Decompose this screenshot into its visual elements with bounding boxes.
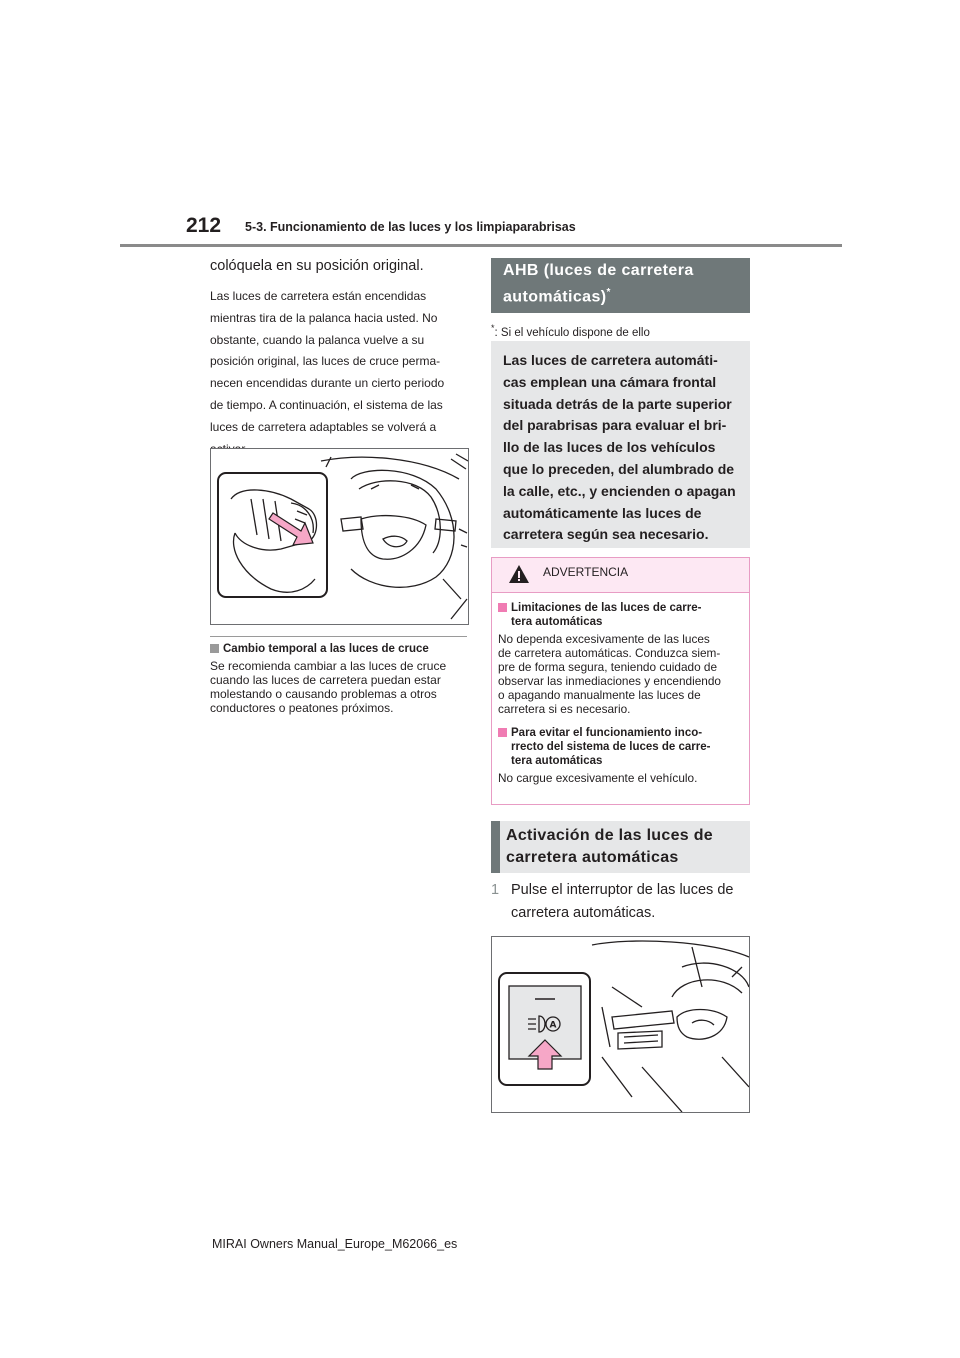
text-line: conductores o peatones próximos. bbox=[210, 701, 394, 715]
warning-item-title bbox=[498, 601, 743, 629]
text-line: cas emplean una cámara frontal bbox=[503, 373, 717, 390]
ahb-heading bbox=[491, 258, 750, 313]
item-title-text bbox=[511, 601, 701, 629]
text-line: tera automáticas bbox=[511, 616, 603, 628]
text-line: carretera automáticas. bbox=[511, 905, 656, 921]
text-line: de carretera automáticas. Conduzca siem- bbox=[498, 646, 721, 660]
warning-triangle-icon bbox=[508, 564, 530, 584]
step-text bbox=[511, 879, 733, 925]
text-line: No cargue excesivamente el vehículo. bbox=[498, 771, 698, 785]
left-column bbox=[210, 256, 472, 460]
text-line: Se recomienda cambiar a las luces de cruce bbox=[210, 659, 447, 673]
subheading bbox=[210, 642, 472, 656]
heading-line: AHB (luces de carretera bbox=[503, 262, 694, 279]
text-line: tera automáticas bbox=[511, 755, 603, 767]
step-number: 1 bbox=[491, 882, 500, 898]
lever-drawing bbox=[211, 449, 468, 624]
footnote-mark: * bbox=[491, 323, 495, 333]
square-bullet-icon bbox=[498, 603, 507, 612]
page-number: 212 bbox=[186, 214, 222, 237]
square-bullet-icon bbox=[210, 644, 219, 653]
section-title: 5-3. Funcionamiento de las luces y los limpiaparabrisas bbox=[245, 220, 576, 234]
header-divider bbox=[120, 244, 842, 247]
footnote-text: : Si el vehículo dispone de ello bbox=[494, 326, 650, 339]
body-paragraph bbox=[210, 286, 472, 460]
text-line: No dependa excesivamente de las luces bbox=[498, 632, 710, 646]
heading-line: automáticas) bbox=[503, 288, 607, 306]
text-line: Limitaciones de las luces de carre- bbox=[511, 602, 702, 614]
heading-line: carretera automáticas bbox=[506, 849, 679, 866]
text-line: pre de forma segura, teniendo cuidado de bbox=[498, 660, 718, 674]
text-line: Las luces de carretera automáti- bbox=[503, 352, 718, 368]
text-line: la calle, etc., y encienden o apagan bbox=[503, 482, 736, 499]
text-line: observar las inmediaciones y encendiendo bbox=[498, 674, 721, 688]
svg-text:A: A bbox=[549, 1020, 557, 1031]
step-1 bbox=[491, 879, 751, 925]
text-line: luces de carretera adaptables se volverá a bbox=[210, 419, 437, 434]
text-line: cuando las luces de carretera puedan estar bbox=[210, 673, 441, 687]
lead-sentence: colóquela en su posición original. bbox=[210, 258, 424, 274]
text-line: o apagando manualmente las luces de bbox=[498, 688, 701, 702]
warning-item-text bbox=[498, 771, 743, 785]
warning-item-text bbox=[498, 632, 743, 716]
temporary-low-beam-section bbox=[210, 642, 472, 715]
ahb-summary-box bbox=[491, 341, 750, 548]
text-line: Pulse el interruptor de las luces de bbox=[511, 882, 734, 898]
text-line: llo de las luces de los vehículos bbox=[503, 439, 716, 456]
headlight-lever-illustration bbox=[210, 448, 469, 625]
text-line: obstante, cuando la palanca vuelve a su bbox=[210, 332, 425, 347]
text-line: Las luces de carretera están encendidas bbox=[210, 289, 427, 303]
item-title-text bbox=[511, 726, 710, 768]
text-line: mientras tira de la palanca hacia usted. No bbox=[210, 310, 438, 325]
footnote bbox=[491, 323, 650, 339]
asterisk-mark: * bbox=[606, 287, 611, 298]
text-line: que lo preceden, del alumbrado de bbox=[503, 460, 735, 477]
text-line: posición original, las luces de cruce perma- bbox=[210, 354, 441, 369]
text-line: de tiempo. A continuación, el sistema de las bbox=[210, 397, 443, 412]
activation-heading bbox=[491, 821, 750, 873]
text-line: Para evitar el funcionamiento inco- bbox=[511, 727, 703, 739]
text-line: del parabrisas para evaluar el bri- bbox=[503, 417, 727, 434]
footer-text: MIRAI Owners Manual_Europe_M62066_es bbox=[212, 1237, 458, 1251]
warning-item-title bbox=[498, 726, 743, 768]
warning-label: ADVERTENCIA bbox=[543, 565, 629, 579]
text-line: situada detrás de la parte superior bbox=[503, 395, 732, 412]
warning-box bbox=[491, 557, 750, 805]
switch-drawing bbox=[492, 937, 749, 1112]
subheading-text: Cambio temporal a las luces de cruce bbox=[223, 643, 429, 655]
text-line: carretera si es necesario. bbox=[498, 702, 631, 716]
warning-body bbox=[492, 593, 749, 785]
text-line: automáticamente las luces de bbox=[503, 504, 702, 521]
text-line: necen encendidas durante un cierto periodo bbox=[210, 376, 445, 391]
text-line: molestando o causando problemas a otros bbox=[210, 687, 437, 701]
subsection-text bbox=[210, 659, 472, 715]
warning-header bbox=[492, 558, 749, 593]
summary-text bbox=[503, 350, 742, 546]
ahb-switch-illustration bbox=[491, 936, 750, 1113]
subsection-divider bbox=[210, 636, 467, 637]
square-bullet-icon bbox=[498, 728, 507, 737]
text-line: rrecto del sistema de luces de carre- bbox=[511, 741, 711, 753]
heading-line: Activación de las luces de bbox=[506, 827, 713, 844]
text-line: carretera según sea necesario. bbox=[503, 526, 709, 543]
